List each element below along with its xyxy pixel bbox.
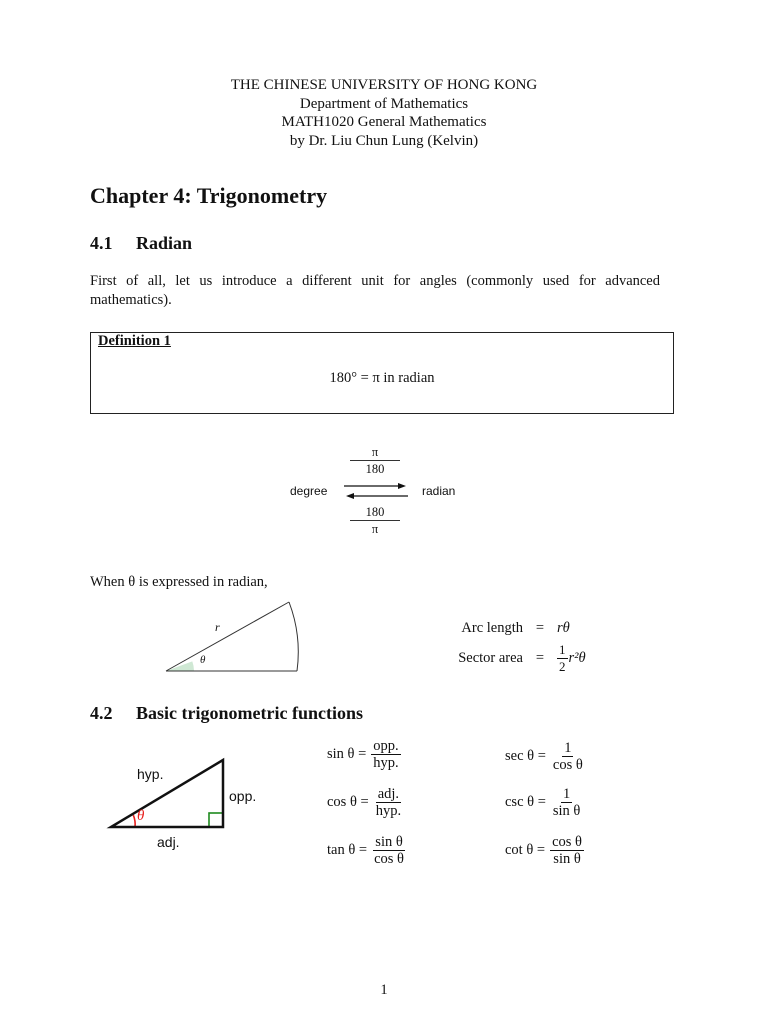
cot-fraction [550,834,584,867]
sector-area-label: Sector area [458,650,523,666]
tan-denominator: cos θ [374,851,404,867]
sector-svg [160,596,305,676]
section-heading-trig [90,703,363,724]
intro-paragraph: First of all, let us introduce a different unit for angles (commonly used for advanced mathematics). [90,273,660,308]
arc-length-equals: = [535,620,545,636]
sec-lhs: sec θ = [505,748,546,764]
tan-definition [327,834,406,867]
right-angle-marker [209,813,223,827]
cos-definition [327,786,403,819]
half-denominator: 2 [559,659,566,674]
sector-radius [166,602,289,671]
angle-label: θ [200,654,206,666]
angle-arc [133,815,135,827]
sector-area-formula [445,642,586,675]
sin-definition [327,738,401,771]
sec-definition [505,740,585,773]
left-arrow-head [346,493,354,499]
definition-box [90,332,674,414]
cot-definition [505,834,584,867]
sector-arc [289,602,298,671]
section-number: 4.1 [90,233,113,253]
section-title: Radian [136,233,193,253]
cot-lhs: cot θ = [505,842,546,858]
adj-label: adj. [157,834,180,850]
sec-fraction [551,740,585,773]
chapter-title: Chapter 4: Trigonometry [90,183,328,208]
csc-definition [505,786,582,819]
document-header [0,76,768,150]
csc-denominator: sin θ [552,803,581,819]
arc-length-formula [445,620,570,637]
sector-area-rhs: r²θ [568,650,586,666]
right-triangle-diagram [105,750,275,860]
triangle-svg [105,750,275,860]
section-title: Basic trigonometric functions [136,703,363,723]
arc-length-label: Arc length [461,620,523,636]
definition-title: Definition 1 [98,333,171,349]
hyp-label: hyp. [137,766,164,782]
sin-fraction [371,738,400,771]
bottom-fraction [350,504,400,537]
conversion-diagram [290,442,460,542]
half-fraction [557,642,568,675]
arc-length-rhs: rθ [557,620,570,636]
csc-lhs: csc θ = [505,794,546,810]
sin-numerator: opp. [373,738,399,754]
radius-label: r [215,620,220,634]
opp-label: opp. [229,788,257,804]
theta-label: θ [137,808,145,824]
degree-label: degree [290,484,328,498]
csc-fraction [551,786,583,819]
top-numerator: π [350,444,400,461]
author-line: by Dr. Liu Chun Lung (Kelvin) [289,132,479,149]
cot-denominator: sin θ [553,851,581,867]
cos-lhs: cos θ = [327,794,369,810]
section-number: 4.2 [90,703,113,723]
radian-condition-text: When θ is expressed in radian, [90,574,268,590]
page-number: 1 [380,982,388,998]
top-denominator: 180 [365,462,385,476]
conversion-arrows [340,480,412,502]
cot-numerator: cos θ [552,834,582,850]
university-name: THE CHINESE UNIVERSITY OF HONG KONG [230,77,538,93]
cos-numerator: adj. [377,786,400,802]
csc-numerator: 1 [563,786,571,802]
sec-numerator: 1 [564,740,572,756]
tan-fraction [372,834,406,867]
bottom-denominator: π [371,522,379,536]
definition-formula: 180° = π in radian [329,370,435,386]
right-arrow-head [398,483,406,489]
top-fraction [350,444,400,477]
sector-diagram [160,596,305,676]
sin-denominator: hyp. [373,755,399,771]
triangle-outline [111,760,223,827]
radian-label: radian [422,484,456,498]
sector-area-equals: = [535,650,545,666]
course-name: MATH1020 General Mathematics [281,114,487,130]
sin-lhs: sin θ = [327,746,367,762]
tan-lhs: tan θ = [327,842,368,858]
section-heading-radian [90,233,192,254]
cos-denominator: hyp. [375,803,402,819]
cos-fraction [374,786,403,819]
arc-formulas [445,612,645,682]
bottom-numerator: 180 [350,504,400,521]
half-numerator: 1 [559,642,566,657]
tan-numerator: sin θ [375,834,403,850]
sec-denominator: cos θ [552,757,583,773]
department-name: Department of Mathematics [299,95,469,112]
